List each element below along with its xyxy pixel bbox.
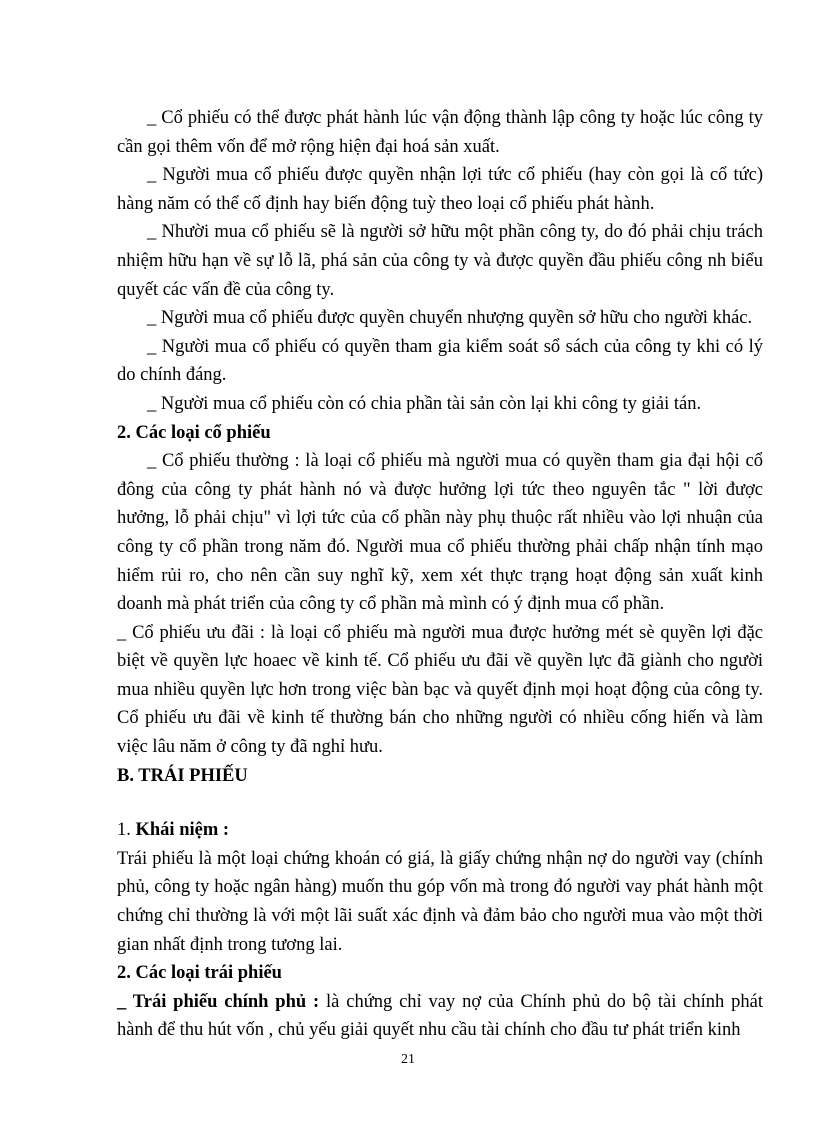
concept-label: Khái niệm : (135, 820, 230, 841)
heading-section-b: B. TRÁI PHIẾU (117, 765, 248, 786)
paragraph-government-bond (117, 988, 763, 1045)
heading-concept (117, 816, 763, 845)
paragraph-common-stock: _ Cổ phiếu thường : là loại cổ phiếu mà người mua có quyền tham gia đại hội cổ đông của công ty phát hành nó và được hưởng lợi tức theo nguyên tắc " lời được hưởng, lỗ phải chịu" vì lợi tức của cổ phần này phụ thuộc rất nhiều vào lợi nhuận của công ty cổ phần trong năm đó. Người mua cổ phiếu thường phải chấp nhận tính mạo hiểm rủi ro, cho nên cần suy nghĩ kỹ, xem xét thực trạng hoạt động sản xuất kinh doanh mà phát triển của công ty cổ phần mà mình có ý định mua cổ phần. (117, 451, 763, 615)
paragraph-issuance: _ Cổ phiếu có thể được phát hành lúc vận động thành lập công ty hoặc lúc công ty cần gọi thêm vốn để mở rộng hiện đại hoá sản xuất. (117, 108, 763, 157)
paragraph-ownership: _ Nhười mua cổ phiếu sẽ là người sở hữu một phần công ty, do đó phải chịu trách nhiệm hữu hạn về sự lỗ lã, phá sản của công ty và được quyền đầu phiếu công nh biểu quyết các vấn đề của công ty. (117, 222, 763, 300)
page-body (117, 104, 763, 1045)
paragraph-bond-definition: Trái phiếu là một loại chứng khoán có giá, là giấy chứng nhận nợ do người vay (chính phủ, công ty hoặc ngân hàng) muốn thu góp vốn mà trong đó người vay phát hành một chứng chỉ thường là với một lãi suất xác định và đảm bảo cho người mua vào một thời gian nhất định trong tương lai. (117, 848, 763, 955)
heading-bond-types: 2. Các loại trái phiếu (117, 963, 282, 984)
page-number: 21 (401, 1052, 415, 1067)
paragraph-transfer: _ Người mua cổ phiếu được quyền chuyển nhượng quyền sở hữu cho người khác. (147, 308, 753, 329)
concept-number: 1. (117, 820, 131, 841)
section-spacer (117, 790, 763, 816)
heading-stock-types: 2. Các loại cổ phiếu (117, 422, 271, 443)
paragraph-audit: _ Người mua cổ phiếu có quyền tham gia kiểm soát sổ sách của công ty khi có lý do chính đáng. (117, 336, 763, 386)
government-bond-text: là chứng chỉ vay nợ của Chính phủ do bộ tài chính phát hành để thu hút vốn , chủ yếu giải quyết nhu cầu tài chính cho đầu tư phát triển kinh (117, 991, 764, 1041)
government-bond-label: _ Trái phiếu chính phủ : (117, 991, 320, 1012)
paragraph-preferred-stock: _ Cổ phiếu ưu đãi : là loại cổ phiếu mà người mua được hưởng mét sè quyền lợi đặc biệt về quyền lực hoaec về kinh tế. Cổ phiếu ưu đãi về quyền lực đã giành cho người mua nhiều quyền lực hơn trong việc bàn bạc và quyết định mọi hoạt động của công ty. Cổ phiếu ưu đãi về kinh tế thường bán cho những người có nhiều cống hiến và làm việc lâu năm ở công ty đã nghỉ hưu. (117, 622, 763, 758)
paragraph-liquidation: _ Người mua cổ phiếu còn có chia phần tài sản còn lại khi công ty giải tán. (147, 393, 702, 414)
paragraph-dividend: _ Người mua cổ phiếu được quyền nhận lợi tức cổ phiếu (hay còn gọi là cổ tức) hàng năm có thể cố định hay biến động tuỳ theo loại cổ phiếu phát hành. (117, 165, 763, 214)
